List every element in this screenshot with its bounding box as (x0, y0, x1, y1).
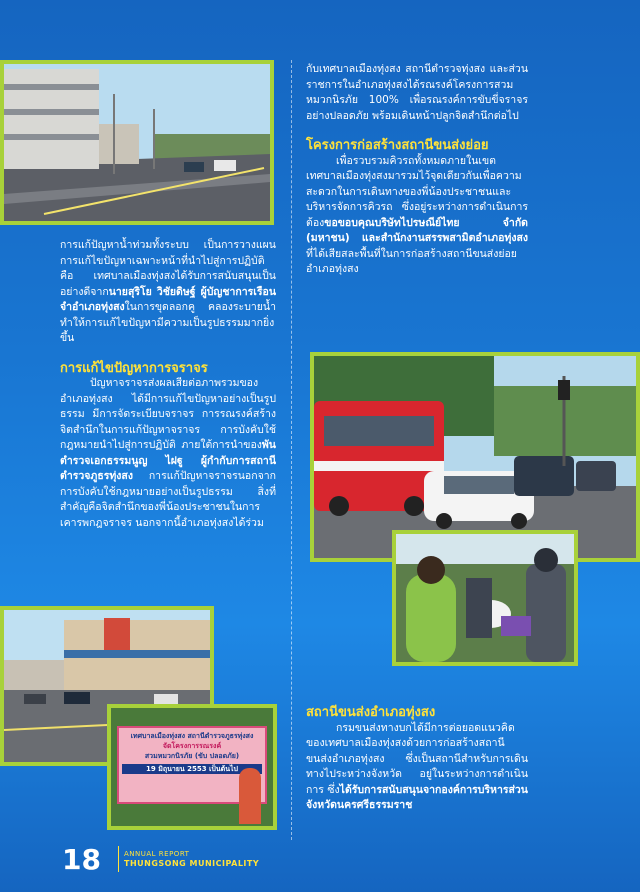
minor-station-text-2: ที่ได้เสียสละพื้นที่ในการก่อสร้างสถานีขนส่งย่อยอำเภอทุ่งสง (306, 247, 517, 275)
bus-traffic-illustration (314, 356, 636, 558)
person-figure (239, 768, 261, 824)
right-text-block (306, 62, 528, 278)
page-number: 18 (62, 843, 101, 876)
bus-station-heading: สถานีขนส่งอำเภอทุ่งสง (306, 705, 436, 720)
banner-line-4: 19 มิถุนายน 2553 เป็นต้นไป (122, 764, 262, 774)
street-photo (0, 60, 274, 225)
bus-station-text: กรมขนส่งทางบกได้มีการต่อยอดแนวคิดของเทศบาลเมืองทุ่งสงด้วยการก่อสร้างสถานีขนส่งอำเภอทุ่งสง ซึ่งเป็นสถานีสำหรับการเดินทางไประหว่างจังหวัด อยู่ในระหว่างการดำเนินการ ซึ่ง (306, 721, 528, 796)
banner-line-3: สวมหมวกนิรภัย (ขับ ปลอดภัย) (144, 752, 240, 760)
flood-text-1: การแก้ปัญหาน้ำท่วมทั้งระบบ เป็นการวางแผนการแก้ไขปัญหาเฉพาะหน้าที่นำไปสู่การปฏิบัติคือ เทศบาลเมืองทุ่งสงได้รับการสนับสนุนเป็นอย่างดีจาก (60, 239, 276, 298)
column-divider (291, 60, 292, 840)
flood-highlight: นายสุริโย วิชัยดิษฐ์ ผู้บัญชาการเรือนจำอำเภอทุ่งสง (60, 285, 276, 313)
traffic-paragraph (60, 376, 276, 531)
bus-station-paragraph (306, 721, 528, 814)
flood-text-2: ในการขุดลอกคู คลองระบายน้ำ ทำให้การแก้ไขปัญหามีความเป็นรูปธรรมมากยิ่งขึ้น (60, 301, 276, 344)
street-photo-illustration (4, 64, 270, 221)
minor-station-paragraph (306, 154, 528, 278)
traffic-heading: การแก้ไขปัญหาการจราจร (60, 360, 208, 376)
campaign-banner-photo (107, 704, 277, 830)
traffic-text-2: การแก้ปัญหาจราจรนอกจากการบังคับใช้กฎหมายอย่างเป็นรูปธรรม สิ่งที่สำคัญคือจิตสำนึกของพี่น้องประชาชนในการเคารพกฎจราจร นอกจากนี้อำเภอทุ่งสงได้ร่วม (60, 470, 276, 529)
bus-station-highlight: ได้รับการสนับสนุนจากองค์การบริหารส่วนจังหวัดนครศรีธรรมราช (306, 783, 528, 811)
banner-line-1: เทศบาลเมืองทุ่งสง สถานีตำรวจภูธรทุ่งสง (130, 732, 254, 740)
footer-annual-report: ANNUAL REPORT (124, 850, 190, 858)
helmet-paragraph: กับเทศบาลเมืองทุ่งสง สถานีตำรวจทุ่งสง และส่วนราชการในอำเภอทุ่งสงได้รณรงค์โครงการสวมหมวกนิรภัย 100% เพื่อรณรงค์การขับขี่จราจรอย่างปลอดภัย พร้อมเดินหน้าปลูกจิตสำนึกต่อไป (306, 63, 528, 122)
minor-station-heading: โครงการก่อสร้างสถานีขนส่งย่อย (306, 138, 489, 153)
left-text-block (60, 238, 276, 531)
banner-line-2: จัดโครงการรณรงค์ (162, 742, 222, 750)
right-bottom-text-block (306, 705, 528, 814)
traffic-highlight: พันตำรวจเอกธรรมนูญ ไฝฐู ผู้กำกับการสถานีตำรวจภูธรทุ่งสง (60, 439, 276, 482)
traffic-text-1: ปัญหาจราจรส่งผลเสียต่อภาพรวมของอำเภอทุ่งสง ได้มีการแก้ไขปัญหาอย่างเป็นรูปธรรม มีการจัดระเบียบจราจร การรณรงค์สร้างจิตสำนึกในการแก้ปัญหาจราจร การบังคับใช้กฎหมายนำไปสู่การปฏิบัติ ภายใต้การนำของ (60, 377, 276, 451)
minor-station-text-1: เพื่อรวบรวมคิวรถทั้งหมดภายในเขตเทศบาลเมืองทุ่งสงมารวมไว้จุดเดียวกันเพื่อความสะดวกในการเดินทางของพี่น้องประชาชนและบริหารจัดการคิวรถ ซึ่งอยู่ระหว่างการดำเนินการ ต้อง (306, 154, 528, 229)
footer-divider (118, 846, 119, 872)
footer-municipality: THUNGSONG MUNICIPALITY (124, 859, 260, 868)
flood-paragraph (60, 238, 276, 347)
helmet-handover-illustration (396, 534, 574, 662)
minor-station-highlight: ขอขอบคุณบริษัทไปรษณีย์ไทย จำกัด (มหาชน) และสำนักงานสรรพสามิตอำเภอทุ่งสง (306, 216, 528, 244)
helmet-handover-photo (392, 530, 578, 666)
